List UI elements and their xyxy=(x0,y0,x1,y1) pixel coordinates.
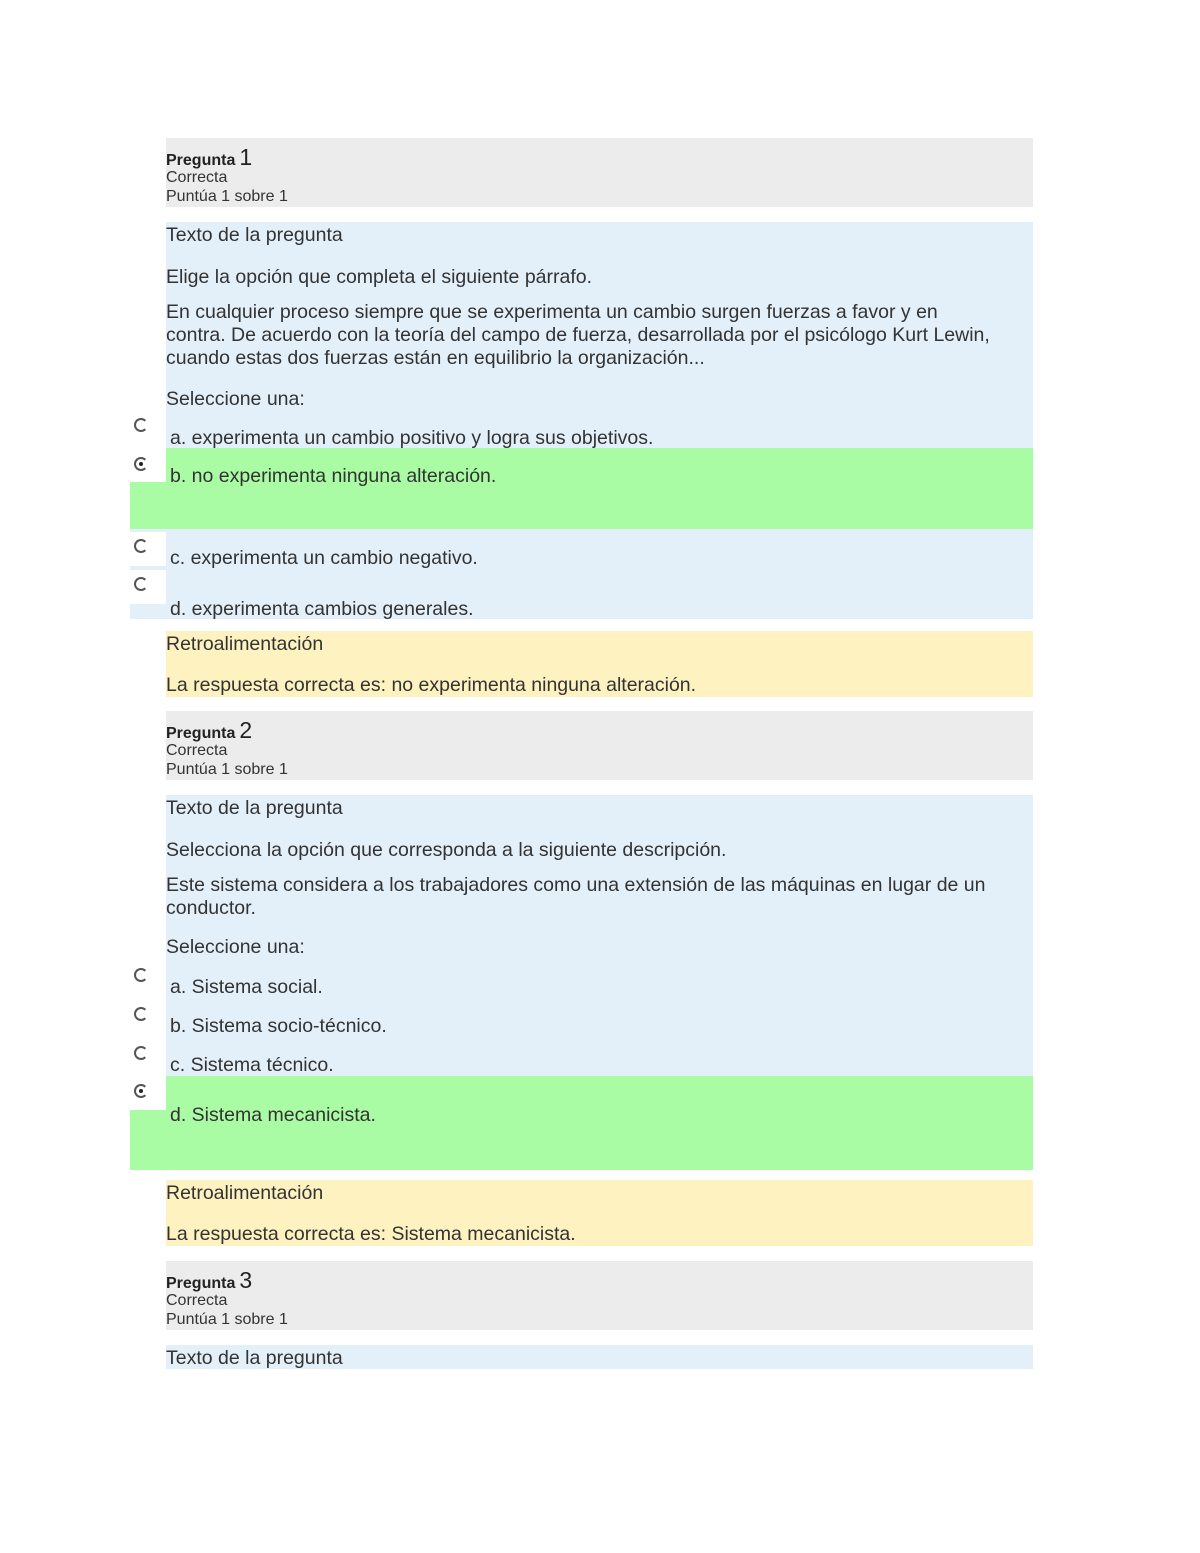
question-number: 3 xyxy=(239,1267,253,1293)
question-2-grade: Puntúa 1 sobre 1 xyxy=(166,761,288,778)
question-1-option-c-radio[interactable] xyxy=(134,539,148,553)
question-1-option-b[interactable]: b. no experimenta ninguna alteración. xyxy=(170,465,497,487)
question-1-option-a[interactable]: a. experimenta un cambio positivo y logra sus objetivos. xyxy=(170,427,654,449)
question-2-prompt: Selecciona la opción que corresponda a la siguiente descripción. xyxy=(166,839,727,861)
question-2-text-heading: Texto de la pregunta xyxy=(166,797,343,819)
question-number: 1 xyxy=(239,144,253,170)
question-2-feedback-heading: Retroalimentación xyxy=(166,1182,324,1204)
question-label-text: Pregunta xyxy=(166,1275,236,1292)
question-1-option-c[interactable]: c. experimenta un cambio negativo. xyxy=(170,547,478,569)
question-1-prompt: Elige la opción que completa el siguiente párrafo. xyxy=(166,266,593,288)
question-2-body: Este sistema considera a los trabajadores como una extensión de las máquinas en lugar de un conductor. xyxy=(166,874,986,919)
question-3-state: Correcta xyxy=(166,1292,228,1309)
question-1-feedback-heading: Retroalimentación xyxy=(166,633,324,655)
question-2-option-d[interactable]: d. Sistema mecanicista. xyxy=(170,1104,376,1126)
question-1-feedback-text: La respuesta correcta es: no experimenta ninguna alteración. xyxy=(166,674,697,696)
question-3-grade: Puntúa 1 sobre 1 xyxy=(166,1311,288,1328)
question-3-label xyxy=(166,1267,252,1294)
question-3-info xyxy=(166,1261,1033,1330)
question-2-option-c[interactable]: c. Sistema técnico. xyxy=(170,1054,334,1076)
question-1-option-d[interactable]: d. experimenta cambios generales. xyxy=(170,598,474,620)
question-1-option-b-radio[interactable] xyxy=(134,457,148,471)
question-2-option-b[interactable]: b. Sistema socio-técnico. xyxy=(170,1015,387,1037)
question-1-info xyxy=(166,138,1033,207)
question-2-info xyxy=(166,711,1033,780)
question-number: 2 xyxy=(239,717,253,743)
question-2-option-d-radio[interactable] xyxy=(134,1084,148,1098)
question-1-body: En cualquier proceso siempre que se experimenta un cambio surgen fuerzas a favor y en contra. De acuerdo con la teoría del campo de fuerza, desarrollada por el psicólogo Kurt Lewin, cuando estas dos fuerzas están en equilibrio la organización... xyxy=(166,301,990,369)
question-label-text: Pregunta xyxy=(166,152,236,169)
question-1-option-a-radio[interactable] xyxy=(134,418,148,432)
question-2-option-a-radio[interactable] xyxy=(134,968,148,982)
question-2-option-c-radio[interactable] xyxy=(134,1046,148,1060)
question-1-label xyxy=(166,144,252,171)
question-2-option-b-radio[interactable] xyxy=(134,1007,148,1021)
question-1-state: Correcta xyxy=(166,169,228,186)
question-2-label xyxy=(166,717,252,744)
question-3-text-heading: Texto de la pregunta xyxy=(166,1347,343,1369)
question-1-select-label: Seleccione una: xyxy=(166,388,305,410)
question-2-state: Correcta xyxy=(166,742,228,759)
question-1-text-heading: Texto de la pregunta xyxy=(166,224,343,246)
question-2-feedback-text: La respuesta correcta es: Sistema mecanicista. xyxy=(166,1223,576,1245)
question-label-text: Pregunta xyxy=(166,725,236,742)
question-2-select-label: Seleccione una: xyxy=(166,936,305,958)
question-2-option-a[interactable]: a. Sistema social. xyxy=(170,976,323,998)
question-1-correct-option-bg xyxy=(130,448,1033,529)
question-1-option-d-radio[interactable] xyxy=(134,577,148,591)
question-1-grade: Puntúa 1 sobre 1 xyxy=(166,188,288,205)
